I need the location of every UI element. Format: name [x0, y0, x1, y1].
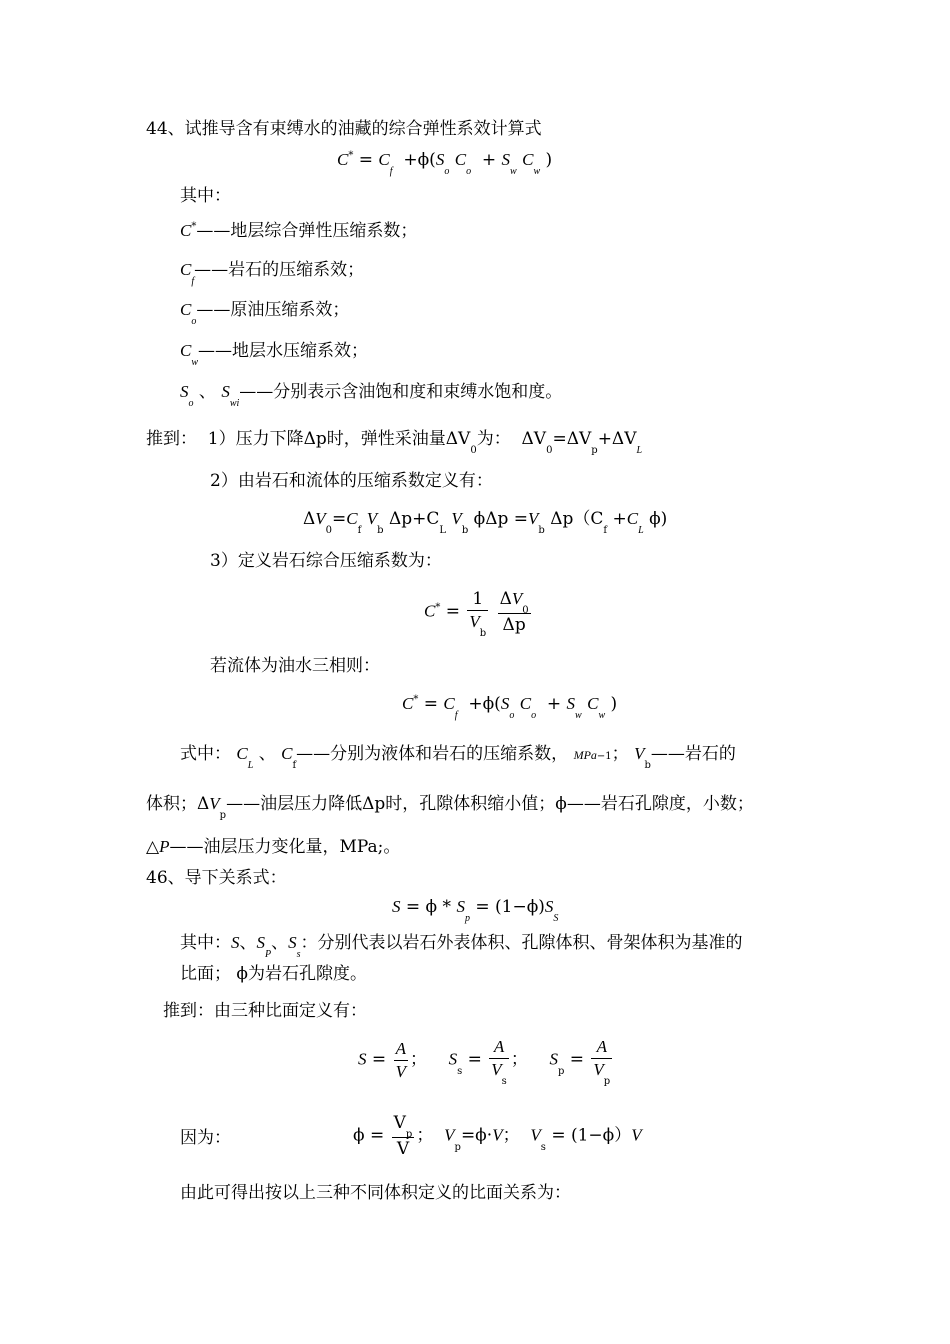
q46-defs-eq: S = $\frac{A}{V}$ ； $S_s$ = $\frac{A}{V_s}$ ； $S_p$ = $\frac{A}{V_p}$ [358, 1037, 611, 1087]
def-cf: $C_f——$岩石的压缩系效； [180, 260, 365, 287]
def-cw: $C_w——$地层水压缩系效； [180, 341, 369, 368]
explanation-line1: 式中： $C_L$ 、 $C_f——$分别为液体和岩石的压缩系数， MPa−1； $V_b——$岩石的 [180, 744, 736, 771]
q46-where-line2: 比面； ϕ为岩石孔隙度。 [180, 964, 367, 984]
three-phase-label: 若流体为油水三相则： [210, 656, 380, 676]
explanation-line3: △P——油层压力变化量，MPa;。 [146, 837, 401, 857]
q46-formula: $S = \phi * S_p = (1-\phi)S_S$ [392, 897, 559, 924]
where-label: 其中： [180, 186, 231, 206]
derive-step3-eq: C* = $\frac{1}{V_b}$ $\frac{\Delta V_0}{\Delta p}$ [424, 589, 529, 639]
q46-title: 46、导下关系式： [146, 868, 287, 888]
three-phase-formula: $C^* = C_f +\phi(S_o$ $C_o + S_w$ $C_w$ ) [402, 694, 618, 721]
def-co: $C_o——$原油压缩系效； [180, 300, 350, 327]
derive-step1: 推到： 1）压力下降Δp时，弹性采油量$\Delta V_0$为： $\Delta V_0=\Delta V_p+\Delta V_L$ [146, 429, 643, 456]
derive-step3: 3）定义岩石综合压缩系数为： [210, 551, 442, 571]
q46-derive: 推到：由三种比面定义有： [163, 1001, 367, 1021]
explanation-line2: 体积；$\Delta V_p——$油层压力降低Δp时，孔隙体积缩小值；ϕ——岩石孔隙度，小数； [146, 794, 754, 821]
because-eq: ϕ = $\frac{V_p}{V}$ ； $V_p=\phi\cdot V$； $V_s = (1-\phi)V$ [353, 1113, 642, 1159]
def-c-star: C*——地层综合弹性压缩系数； [180, 221, 418, 241]
q44-formula: $C^* = C_f +\phi(S_o$ $C_o + S_w$ $C_w$ ) [337, 150, 553, 177]
q46-where-line1: 其中：S、$S_P$、$S_s$：分别代表以岩石外表体积、孔隙体积、骨架体积为基准的 [180, 933, 743, 960]
derive-step2: 2）由岩石和流体的压缩系数定义有： [210, 471, 493, 491]
def-so-swi: $S_o$ 、 $S_{wi}——$分别表示含油饱和度和束缚水饱和度。 [180, 382, 563, 409]
derive-step2-eq: $\Delta V_0=C_f$ $V_b$ $\Delta p+C_L$ $V_b$ $\phi\Delta p =V_b$ $\Delta p(C_f +C_L$ ϕ) [303, 509, 668, 536]
because-label: 因为： [180, 1128, 231, 1148]
conclusion: 由此可得出按以上三种不同体积定义的比面关系为： [180, 1183, 571, 1203]
q44-title: 44、试推导含有束缚水的油藏的综合弹性系效计算式 [146, 119, 542, 139]
